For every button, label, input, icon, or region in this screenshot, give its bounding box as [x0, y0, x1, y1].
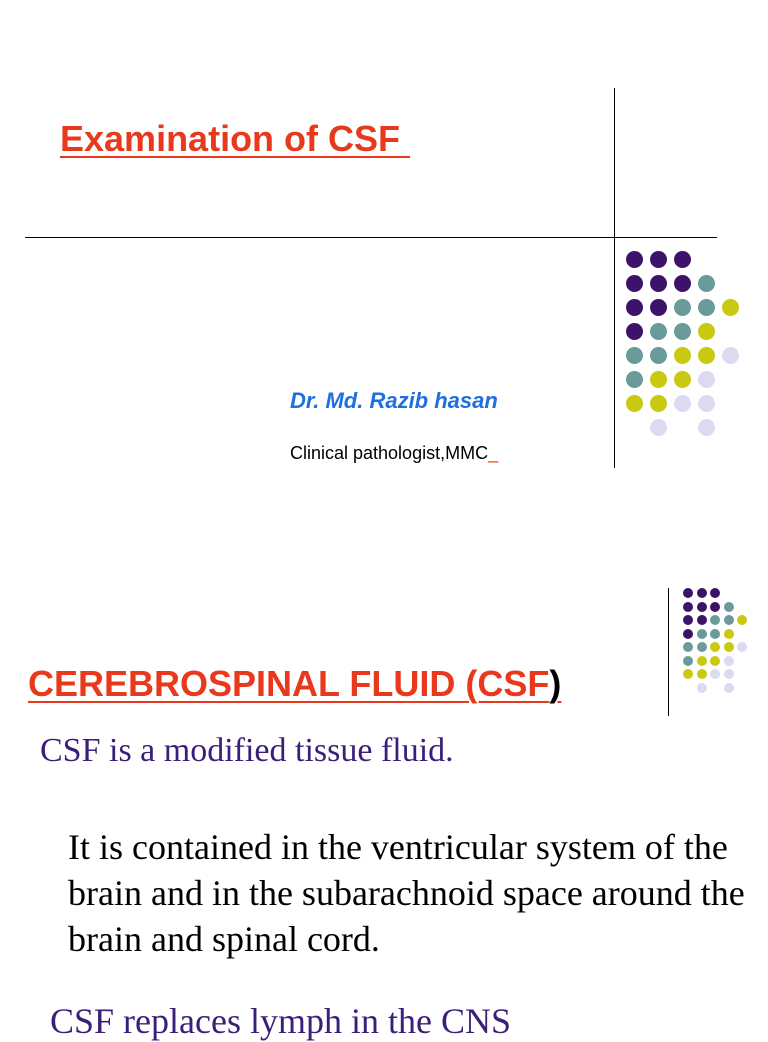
dot [697, 642, 707, 652]
dot [710, 602, 720, 612]
dot [674, 299, 691, 316]
dot [710, 615, 720, 625]
dot [697, 588, 707, 598]
vertical-rule-small [668, 588, 669, 716]
dot [737, 615, 747, 625]
dot [698, 299, 715, 316]
author-name: Dr. Md. Razib hasan [290, 388, 498, 413]
dot [650, 251, 667, 268]
dot [650, 299, 667, 316]
dot [683, 669, 693, 679]
section-title [28, 663, 561, 705]
dot [650, 323, 667, 340]
dot [683, 615, 693, 625]
dot [650, 347, 667, 364]
dot [650, 371, 667, 388]
dot [724, 669, 734, 679]
dot [650, 275, 667, 292]
dot [698, 371, 715, 388]
body-line-3: CSF replaces lymph in the CNS [50, 1001, 511, 1041]
dot [710, 588, 720, 598]
dot [674, 371, 691, 388]
body-paragraph: It is contained in the ventricular system of the brain and in the subarachnoid space around the brain and spinal cord. [68, 827, 745, 959]
dot [722, 347, 739, 364]
dot [674, 251, 691, 268]
body-line-1: CSF is a modified tissue fluid. [40, 732, 454, 769]
dot [724, 629, 734, 639]
section-title-close: ) [549, 663, 562, 704]
dot [724, 642, 734, 652]
dot [626, 299, 643, 316]
dot [698, 395, 715, 412]
dot [683, 642, 693, 652]
dot [626, 251, 643, 268]
dot [650, 395, 667, 412]
dot [626, 371, 643, 388]
dot [626, 323, 643, 340]
dot [626, 395, 643, 412]
dot [674, 323, 691, 340]
dot [683, 656, 693, 666]
dot [710, 629, 720, 639]
dot [737, 642, 747, 652]
dot [683, 602, 693, 612]
slide-title: Examination of CSF [60, 118, 411, 159]
dot [626, 275, 643, 292]
dot [710, 642, 720, 652]
dot [697, 615, 707, 625]
author-role [290, 443, 498, 464]
section-title-text: CEREBROSPINAL FLUID (CSF [28, 663, 550, 704]
horizontal-rule [25, 237, 717, 238]
dot [697, 656, 707, 666]
dot [698, 419, 715, 436]
vertical-rule [614, 88, 615, 468]
dot [674, 395, 691, 412]
dot [697, 602, 707, 612]
dot-grid-decoration [626, 251, 746, 441]
dot [724, 615, 734, 625]
dot [650, 419, 667, 436]
dot [710, 669, 720, 679]
dot [698, 275, 715, 292]
dot [722, 299, 739, 316]
author-role-text: Clinical pathologist,MMC [290, 443, 489, 463]
dot [724, 683, 734, 693]
dot [724, 656, 734, 666]
dot [674, 347, 691, 364]
author-role-mark: _ [488, 443, 499, 463]
dot [697, 683, 707, 693]
dot-grid-decoration-small [683, 588, 755, 698]
dot [683, 588, 693, 598]
dot [626, 347, 643, 364]
dot [710, 656, 720, 666]
dot [724, 602, 734, 612]
dot [698, 347, 715, 364]
dot [697, 669, 707, 679]
dot [674, 275, 691, 292]
dot [683, 629, 693, 639]
dot [697, 629, 707, 639]
dot [698, 323, 715, 340]
